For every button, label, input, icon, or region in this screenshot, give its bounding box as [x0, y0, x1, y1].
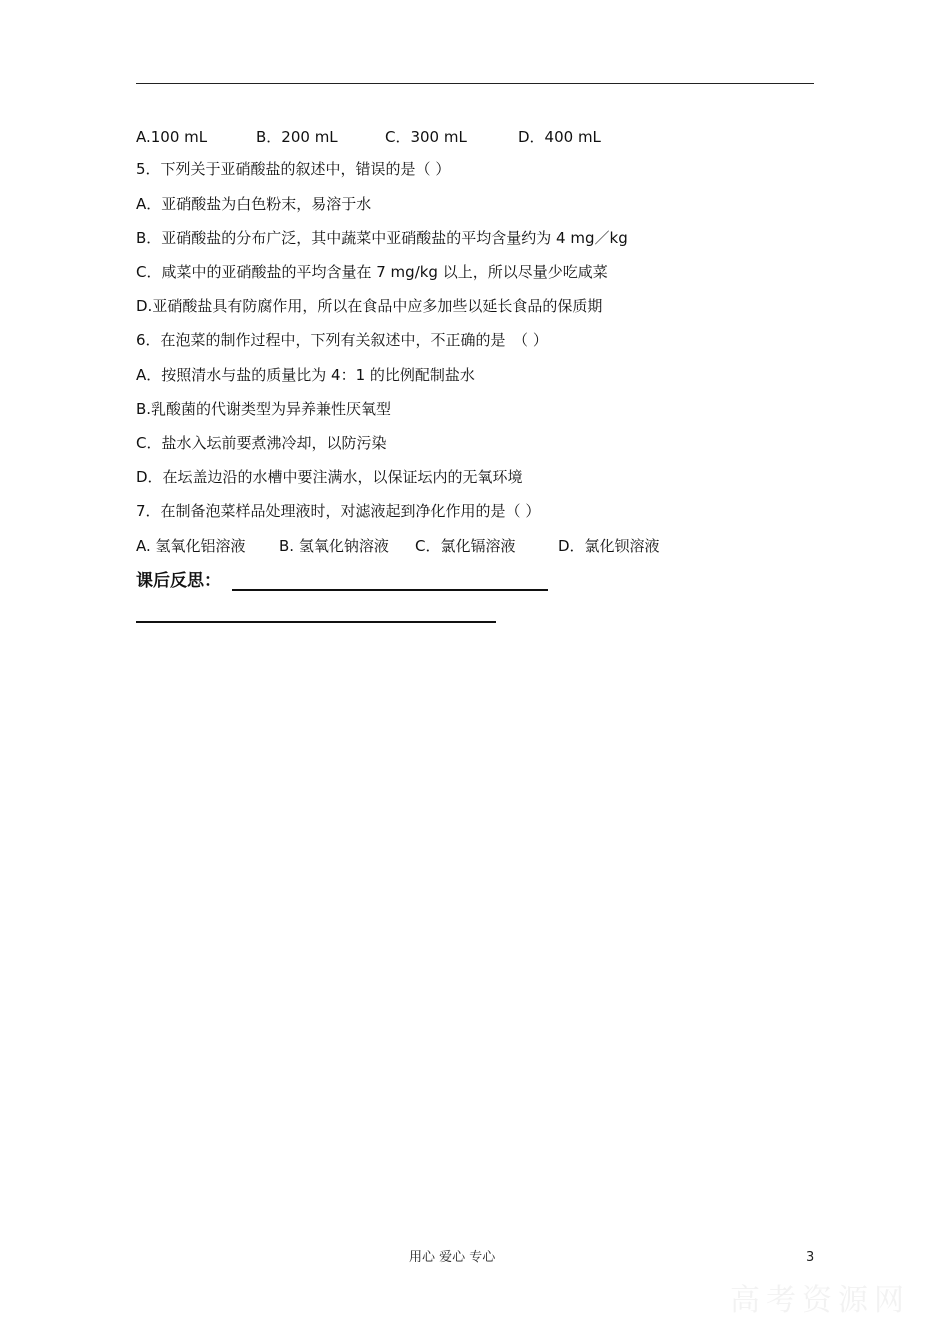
reflection-blank-line-2 — [136, 621, 496, 623]
q4-option-c: C．300 mL — [385, 128, 467, 146]
page-footer: 用心 爱心 专心 — [409, 1250, 496, 1265]
q5-option-c: C．咸菜中的亚硝酸盐的平均含量在 7 mg/kg 以上，所以尽量少吃咸菜 — [136, 263, 608, 281]
q5-option-b: B．亚硝酸盐的分布广泛，其中蔬菜中亚硝酸盐的平均含量约为 4 mg／kg — [136, 229, 628, 247]
reflection-blank-line-1 — [232, 589, 548, 591]
header-rule — [136, 83, 814, 84]
q7-option-c: C．氯化镉溶液 — [415, 537, 516, 555]
q7-option-a: A. 氢氧化铝溶液 — [136, 537, 246, 555]
reflection-label: 课后反思： — [136, 571, 221, 591]
q7-option-d: D．氯化钡溶液 — [558, 537, 660, 555]
q6-option-c: C．盐水入坛前要煮沸冷却，以防污染 — [136, 434, 387, 452]
q5-stem: 5．下列关于亚硝酸盐的叙述中，错误的是（ ） — [136, 160, 451, 178]
q5-option-a: A．亚硝酸盐为白色粉末，易溶于水 — [136, 195, 372, 213]
q6-stem: 6．在泡菜的制作过程中，下列有关叙述中，不正确的是 （ ） — [136, 331, 548, 349]
q6-option-b: B.乳酸菌的代谢类型为异养兼性厌氧型 — [136, 400, 392, 418]
q4-option-d: D．400 mL — [518, 128, 601, 146]
q4-option-b: B．200 mL — [256, 128, 338, 146]
q7-option-b: B. 氢氧化钠溶液 — [279, 537, 389, 555]
q5-option-d: D.亚硝酸盐具有防腐作用，所以在食品中应多加些以延长食品的保质期 — [136, 297, 603, 315]
q4-option-a: A.100 mL — [136, 128, 208, 146]
q6-option-d: D．在坛盖边沿的水槽中要注满水，以保证坛内的无氧环境 — [136, 468, 523, 486]
q7-stem: 7．在制备泡菜样品处理液时，对滤液起到净化作用的是（ ） — [136, 502, 541, 520]
page-number: 3 — [806, 1250, 815, 1265]
watermark-logo: 高考资源网 — [730, 1283, 910, 1318]
q6-option-a: A．按照清水与盐的质量比为 4：1 的比例配制盐水 — [136, 366, 475, 384]
